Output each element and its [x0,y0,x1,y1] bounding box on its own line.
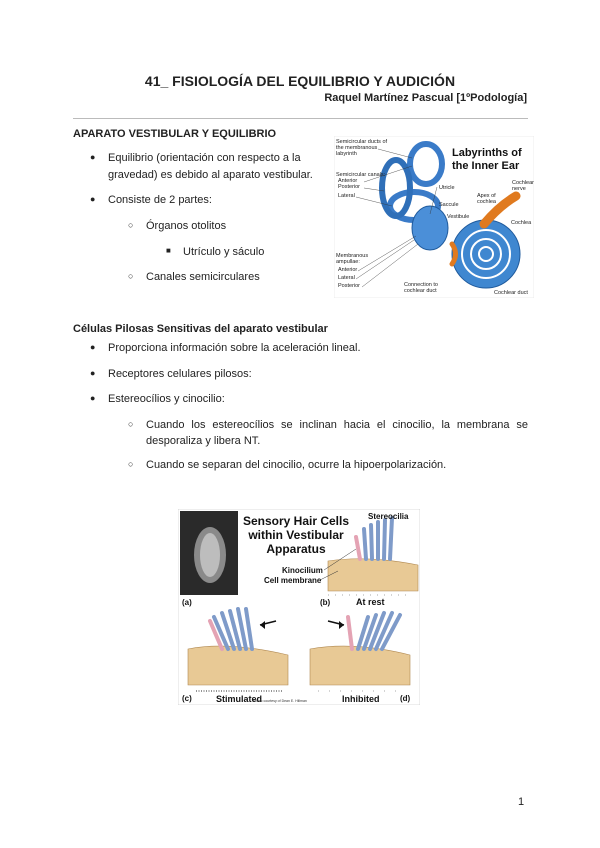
section-heading-vestibular: APARATO VESTIBULAR Y EQUILIBRIO [73,128,277,140]
bullet-icon: ● [90,368,96,378]
label-inhibited: Inhibited [342,694,380,704]
sub-bullet-inclinan-1: Cuando los estereocílios se inclinan hacia el cinocilio, la membrana se [146,419,528,431]
label-d: (d) [400,694,411,703]
square-bullet-icon: ■ [166,246,171,255]
vestibule-shape [412,206,448,250]
label-cochlea: Cochlea [511,220,532,226]
label-lateral: Lateral [338,193,355,199]
author-line: Raquel Martínez Pascual [1ºPodología] [324,92,527,104]
label-c: (c) [182,694,192,703]
circle-bullet-icon: ○ [128,220,134,230]
label-saccule: Saccule [439,202,459,208]
figure2-title-1: Sensory Hair Cells [242,514,350,528]
label-a: (a) [182,598,192,607]
label-cochlear-nerve-2: nerve [512,186,526,192]
label-at-rest: At rest [356,597,385,607]
label-utricle: Utricle [439,185,455,191]
label-kinocilium: Kinocilium [282,566,323,575]
label-stimulated: Stimulated [216,694,263,704]
label-semicircular-ducts-3: labyrinth [336,151,357,157]
label-connection-1: Connection to [404,282,438,288]
figure2-title-2: within Vestibular [248,528,344,542]
label-cochlear-nerve-1: Cochlear [512,180,534,186]
hair-cells-figure [178,509,420,705]
bullet-text-partes: Consiste de 2 partes: [108,194,212,206]
bullet-text-equilibrio-1: Equilibrio (orientación con respecto a la [108,152,301,164]
inner-ear-labyrinth-figure [334,136,534,298]
label-cell-membrane: Cell membrane [264,576,322,585]
label-anterior-2: Anterior [338,267,358,273]
label-apex-1: Apex of [477,193,496,199]
label-stereocilia: Stereocilia [368,512,409,521]
circle-bullet-icon: ○ [128,271,134,281]
figure1-title-2: the Inner Ear [452,160,520,172]
label-b: (b) [320,598,331,607]
label-lateral-2: Lateral [338,275,355,281]
label-posterior: Posterior [338,184,361,190]
bullet-icon: ● [90,342,96,352]
sub-bullet-inclinan-2: desporaliza y libera NT. [146,435,261,447]
label-anterior: Anterior [338,178,358,184]
bullet-text-aceleracion: Proporciona información sobre la aceleración lineal. [108,342,361,354]
photo-credit: *Photo courtesy of Dean E. Hillman [252,699,307,703]
label-semicircular-canals: Semicircular canals: [336,172,386,178]
page-number: 1 [518,796,525,808]
label-semicircular-ducts-2: the membranous [336,145,378,151]
sub-bullet-otolitos: Órganos otolitos [146,220,227,232]
bullet-text-estereocilios: Estereocílios y cinocilio: [108,393,225,405]
bullet-icon: ● [90,194,96,204]
subsub-bullet-utriculo: Utrículo y sáculo [183,246,265,258]
label-cochlear-duct: Cochlear duct [494,290,528,296]
page-title: 41_ FISIOLOGÍA DEL EQUILIBRIO Y AUDICIÓN [144,73,456,89]
header-divider [73,118,528,119]
label-posterior-2: Posterior [338,283,361,289]
label-apex-2: cochlea [477,199,496,205]
figure1-title-1: Labyrinths of [452,147,522,159]
label-vestibule: Vestibule [447,214,470,220]
bullet-icon: ● [90,393,96,403]
bullet-text-equilibrio-2: gravedad) es debido al aparato vestibular. [108,169,313,181]
label-connection-2: cochlear duct [404,288,437,294]
bullet-icon: ● [90,152,96,162]
sub-bullet-separan: Cuando se separan del cinocilio, ocurre la hipoerpolarización. [146,459,447,471]
section-heading-celulas: Células Pilosas Sensitivas del aparato vestibular [73,323,328,335]
circle-bullet-icon: ○ [128,459,134,469]
bullet-text-receptores: Receptores celulares pilosos: [108,368,252,380]
label-membranous-1: Membranous [336,253,369,259]
sub-bullet-canales: Canales semicirculares [146,271,260,283]
label-semicircular-ducts-1: Semicircular ducts of [336,139,388,145]
figure2-title-3: Apparatus [266,542,326,556]
label-membranous-2: ampullae: [336,259,360,265]
circle-bullet-icon: ○ [128,419,134,429]
